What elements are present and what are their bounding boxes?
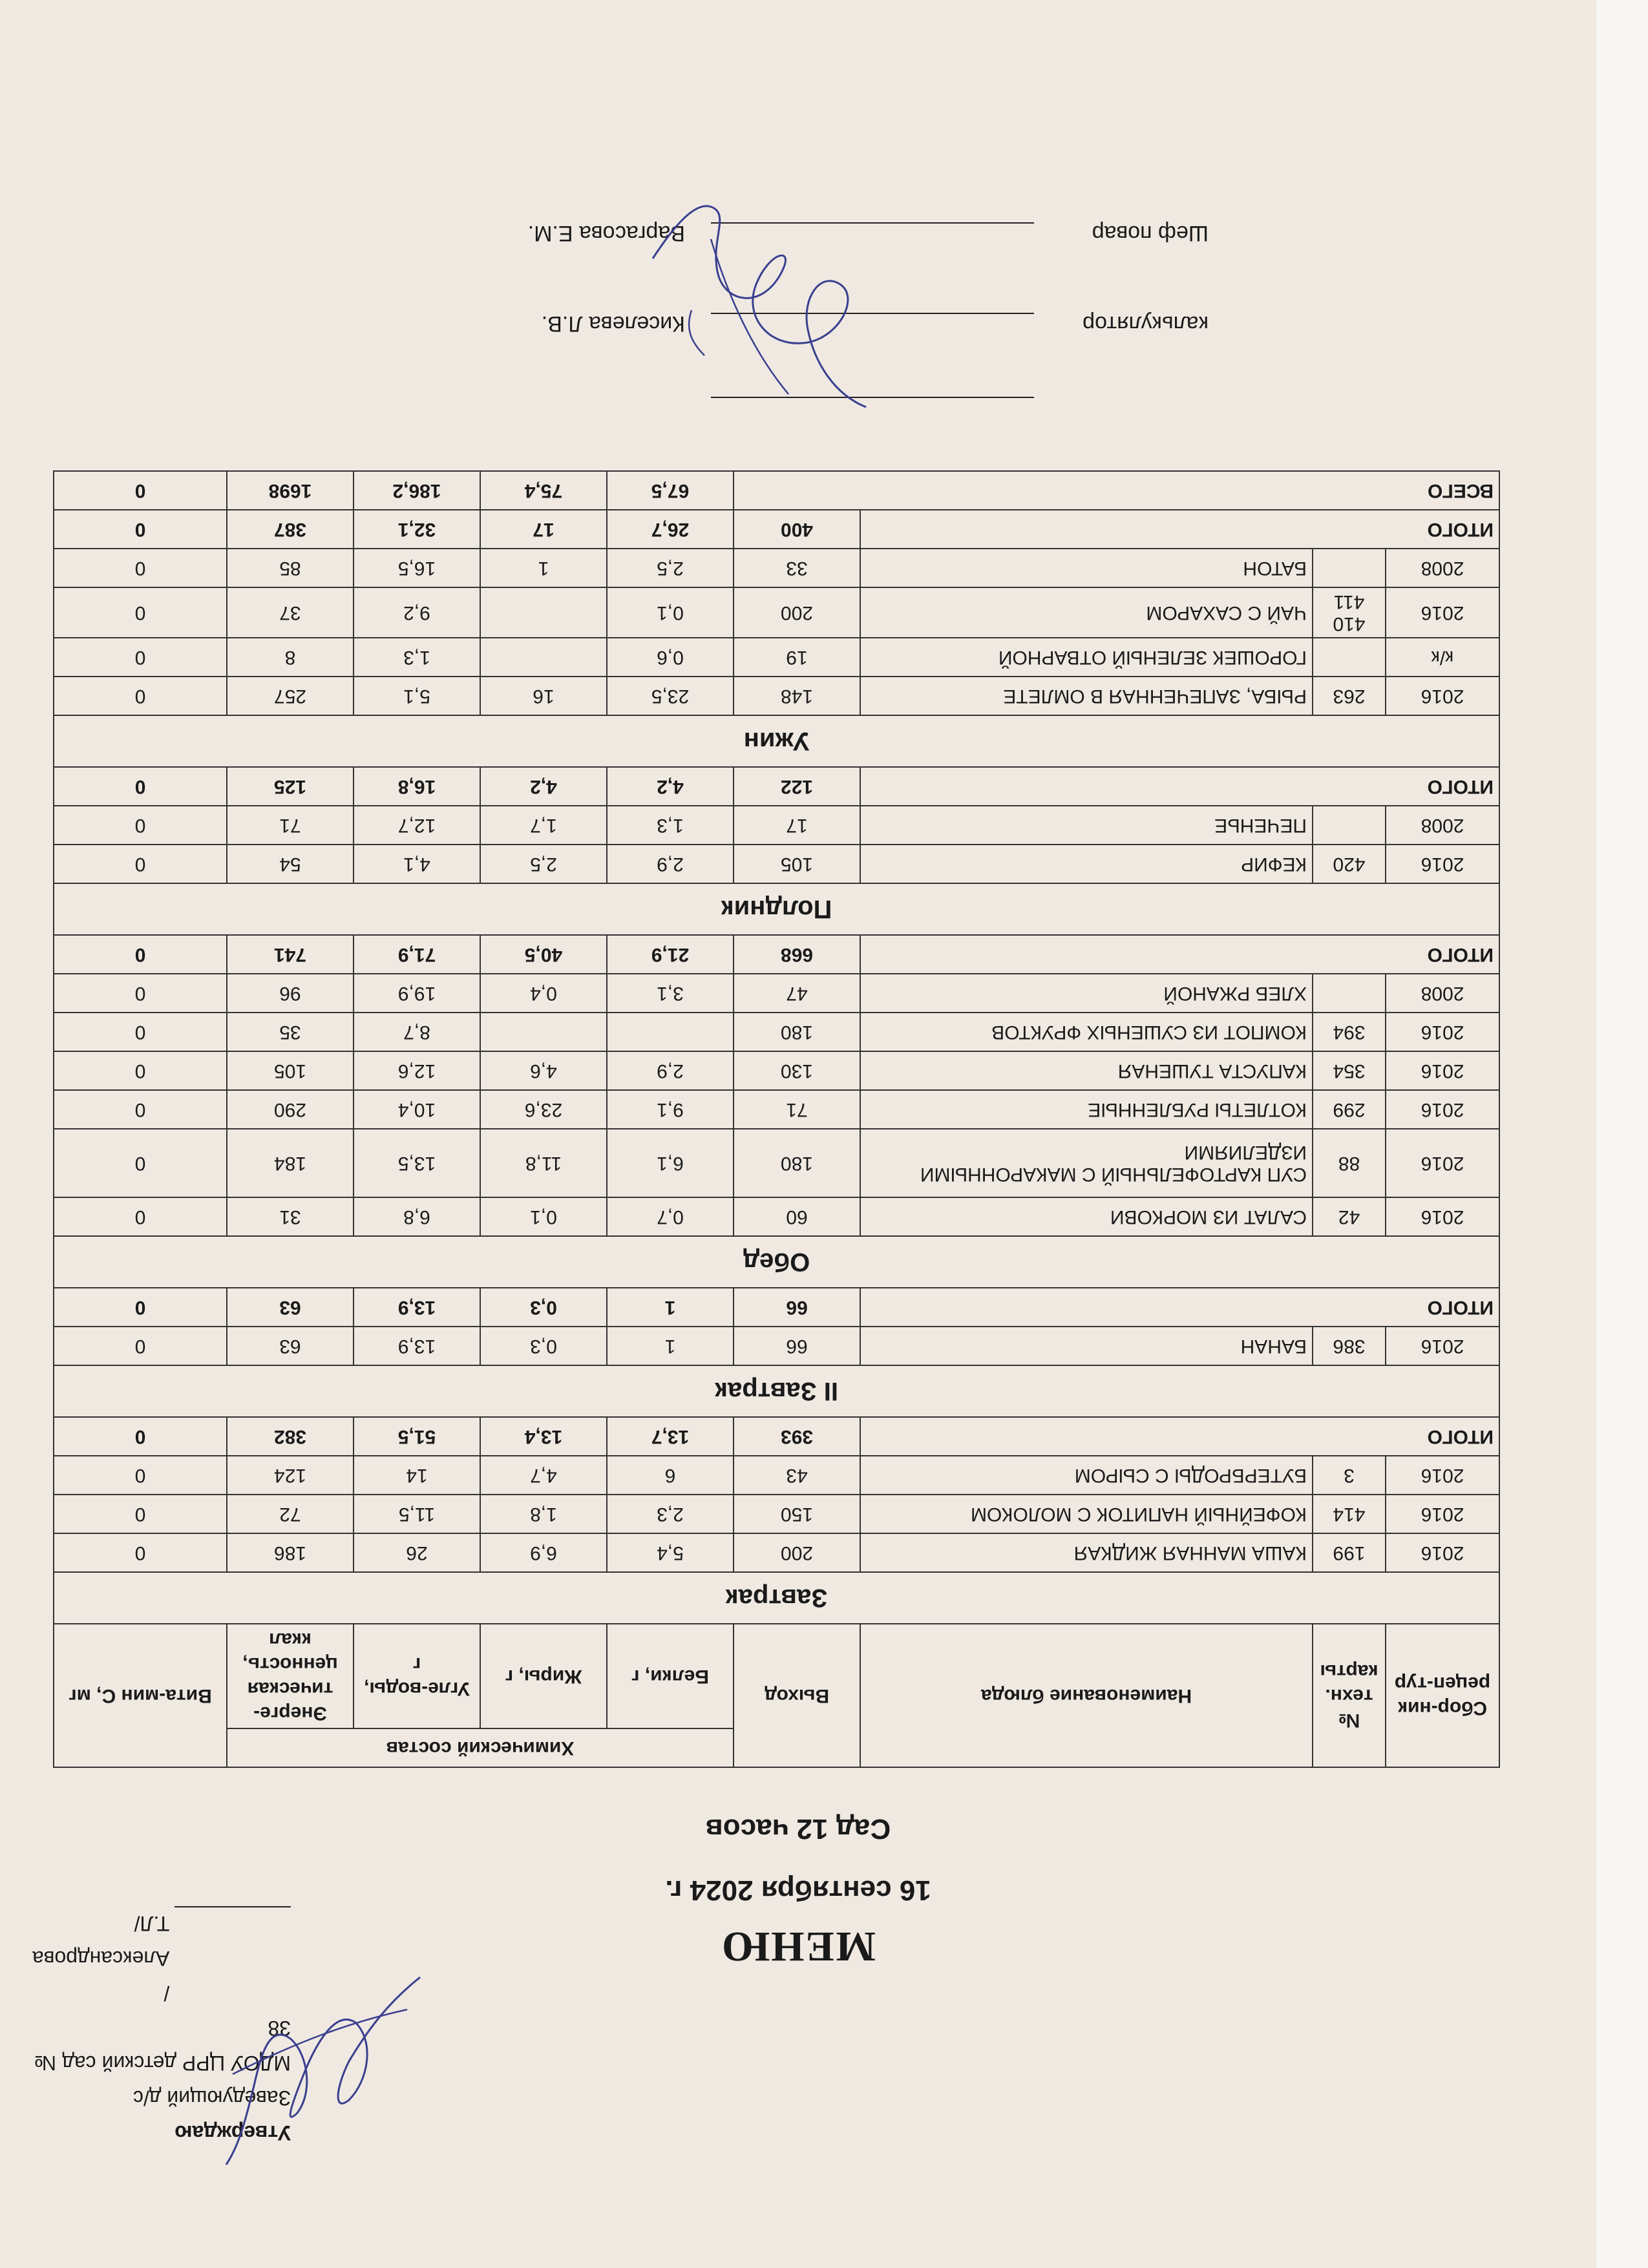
cell-energy: 85 [227, 549, 354, 587]
cell-collection: 2016 [1386, 1013, 1499, 1051]
cell-carbs: 12,6 [354, 1051, 480, 1090]
cell-collection: к/к [1386, 638, 1499, 677]
cell-collection: 2016 [1386, 1327, 1499, 1365]
approval-signature-icon [213, 1958, 446, 2171]
header-energy: Энерге-тическая ценность, ккал [227, 1624, 354, 1728]
approval-organization: МДОУ ЦРР детский сад № 38 [34, 2017, 291, 2075]
section-title: II Завтрак [54, 1365, 1499, 1417]
cell-fat: 40,5 [480, 935, 607, 974]
cell-collection: 2016 [1386, 1129, 1499, 1197]
cell-card-no: 263 [1313, 677, 1386, 715]
cell-fat: 1 [480, 549, 607, 587]
cell-energy: 125 [227, 767, 354, 806]
cell-collection: 2016 [1386, 1051, 1499, 1090]
total-row [54, 1417, 1499, 1456]
cell-output: 150 [734, 1495, 860, 1533]
cell-output: 122 [734, 767, 860, 806]
cell-dish-name: ПЕЧЕНЬЕ [860, 806, 1313, 845]
section-header-row [54, 715, 1499, 767]
cell-card-no [1313, 638, 1386, 677]
table-row [54, 845, 1499, 883]
cell-carbs: 13,5 [354, 1129, 480, 1197]
cell-output: 105 [734, 845, 860, 883]
cell-dish-name: ЧАЙ С САХАРОМ [860, 587, 1313, 638]
cell-vitamin: 0 [54, 1533, 227, 1572]
cell-card-no: 199 [1313, 1533, 1386, 1572]
cell-protein: 0,6 [607, 638, 734, 677]
cell-dish-name: КОФЕЙНЫЙ НАПИТОК С МОЛОКОМ [860, 1495, 1313, 1533]
cell-protein: 21,9 [607, 935, 734, 974]
cell-carbs: 12,7 [354, 806, 480, 845]
cell-protein [607, 1013, 734, 1051]
cell-dish-name: ГОРОШЕК ЗЕЛЕНЫЙ ОТВАРНОЙ [860, 638, 1313, 677]
cell-carbs: 10,4 [354, 1090, 480, 1129]
cell-output: 43 [734, 1456, 860, 1495]
cell-fat: 2,5 [480, 845, 607, 883]
cell-collection: 2016 [1386, 1456, 1499, 1495]
cell-output: 60 [734, 1197, 860, 1236]
cell-dish-name: РЫБА, ЗАПЕЧЕННАЯ В ОМЛЕТЕ [860, 677, 1313, 715]
cell-output: 200 [734, 587, 860, 638]
table-row [54, 677, 1499, 715]
approval-name: /Александрова Т.Л/ [32, 1912, 170, 2005]
cell-dish-name: САЛАТ ИЗ МОРКОВИ [860, 1197, 1313, 1236]
cell-collection: 2008 [1386, 974, 1499, 1013]
cell-vitamin: 0 [54, 677, 227, 715]
cell-energy: 382 [227, 1417, 354, 1456]
section-title: Завтрак [54, 1572, 1499, 1624]
cell-dish-name: БАТОН [860, 549, 1313, 587]
cell-card-no: 386 [1313, 1327, 1386, 1365]
cell-energy: 184 [227, 1129, 354, 1197]
cell-carbs: 5,1 [354, 677, 480, 715]
section-header-row [54, 1365, 1499, 1417]
cell-vitamin: 0 [54, 471, 227, 510]
cell-card-no: 354 [1313, 1051, 1386, 1090]
cell-vitamin: 0 [54, 767, 227, 806]
cell-dish-name: КОМПОТ ИЗ СУШЕНЫХ ФРУКТОВ [860, 1013, 1313, 1051]
cell-collection: 2016 [1386, 1197, 1499, 1236]
cell-energy: 290 [227, 1090, 354, 1129]
cell-output: 130 [734, 1051, 860, 1090]
cell-collection: 2016 [1386, 1533, 1499, 1572]
cell-carbs: 19,9 [354, 974, 480, 1013]
cell-energy: 105 [227, 1051, 354, 1090]
cell-output: 17 [734, 806, 860, 845]
cell-output: 71 [734, 1090, 860, 1129]
cell-energy: 54 [227, 845, 354, 883]
table-row [54, 1327, 1499, 1365]
cell-fat: 0,3 [480, 1327, 607, 1365]
table-row [54, 638, 1499, 677]
cell-protein: 6,1 [607, 1129, 734, 1197]
grand-total-label: ВСЕГО [734, 471, 1499, 510]
cell-fat: 4,7 [480, 1456, 607, 1495]
header-output: Выход [734, 1624, 860, 1767]
cell-vitamin: 0 [54, 1417, 227, 1456]
cell-collection: 2016 [1386, 587, 1499, 638]
chef-role: Шеф повар [1092, 221, 1209, 246]
cell-card-no: 3 [1313, 1456, 1386, 1495]
cell-protein: 2,5 [607, 549, 734, 587]
cell-card-no: 420 [1313, 845, 1386, 883]
cell-protein: 23,5 [607, 677, 734, 715]
cell-energy: 96 [227, 974, 354, 1013]
cell-carbs: 9,2 [354, 587, 480, 638]
cell-vitamin: 0 [54, 1051, 227, 1090]
cell-vitamin: 0 [54, 549, 227, 587]
cell-carbs: 51,5 [354, 1417, 480, 1456]
total-row [54, 935, 1499, 974]
section-title: Ужин [54, 715, 1499, 767]
header-carbs: Угле-воды, г [354, 1624, 480, 1728]
cell-dish-name: КОТЛЕТЫ РУБЛЕННЫЕ [860, 1090, 1313, 1129]
cell-fat: 75,4 [480, 471, 607, 510]
scan-edge [1596, 0, 1648, 2268]
cell-output: 180 [734, 1013, 860, 1051]
calculator-role: калькулятор [1083, 311, 1209, 336]
cell-fat: 23,6 [480, 1090, 607, 1129]
cell-vitamin: 0 [54, 1197, 227, 1236]
total-label: ИТОГО [860, 935, 1499, 974]
cell-carbs: 71,9 [354, 935, 480, 974]
table-row [54, 974, 1499, 1013]
cell-fat: 0,3 [480, 1288, 607, 1327]
total-label: ИТОГО [860, 510, 1499, 549]
table-row [54, 587, 1499, 638]
cell-card-no: 42 [1313, 1197, 1386, 1236]
header-vitamin: Вита-мин С, мг [54, 1624, 227, 1767]
cell-fat: 16 [480, 677, 607, 715]
section-header-row [54, 883, 1499, 935]
section-title: Обед [54, 1236, 1499, 1288]
table-header-row [54, 1728, 1499, 1767]
cell-card-no: 394 [1313, 1013, 1386, 1051]
menu-group: Сад 12 часов [705, 1813, 891, 1845]
cell-energy: 257 [227, 677, 354, 715]
cell-carbs: 1,3 [354, 638, 480, 677]
cell-output: 393 [734, 1417, 860, 1456]
section-title: Полдник [54, 883, 1499, 935]
cell-energy: 63 [227, 1288, 354, 1327]
cell-protein: 26,7 [607, 510, 734, 549]
table-row [54, 549, 1499, 587]
total-label: ИТОГО [860, 767, 1499, 806]
cell-energy: 37 [227, 587, 354, 638]
cell-fat: 17 [480, 510, 607, 549]
cell-protein: 0,1 [607, 587, 734, 638]
total-label: ИТОГО [860, 1288, 1499, 1327]
cell-energy: 186 [227, 1533, 354, 1572]
cell-protein: 5,4 [607, 1533, 734, 1572]
header-collection: Сбор-ник рецеп-тур [1386, 1624, 1499, 1767]
cell-protein: 1 [607, 1327, 734, 1365]
cell-card-no: 410 411 [1313, 587, 1386, 638]
cell-dish-name: КАША МАННАЯ ЖИДКАЯ [860, 1533, 1313, 1572]
cell-collection: 2008 [1386, 549, 1499, 587]
cell-card-no: 88 [1313, 1129, 1386, 1197]
cell-carbs: 11,5 [354, 1495, 480, 1533]
cell-fat [480, 1013, 607, 1051]
table-row [54, 1090, 1499, 1129]
cell-dish-name: КАПУСТА ТУШЕНАЯ [860, 1051, 1313, 1090]
cell-output: 200 [734, 1533, 860, 1572]
cell-carbs: 13,9 [354, 1288, 480, 1327]
table-row [54, 1013, 1499, 1051]
total-row [54, 510, 1499, 549]
cell-output: 66 [734, 1288, 860, 1327]
cell-vitamin: 0 [54, 935, 227, 974]
grand-total-row [54, 471, 1499, 510]
header-chem: Химический состав [227, 1728, 734, 1767]
cell-protein: 4,2 [607, 767, 734, 806]
cell-vitamin: 0 [54, 1495, 227, 1533]
chef-handwritten-signature-icon [614, 187, 885, 433]
cell-fat: 6,9 [480, 1533, 607, 1572]
page-title: МЕНЮ [721, 1923, 876, 1970]
cell-dish-name: КЕФИР [860, 845, 1313, 883]
cell-fat: 1,8 [480, 1495, 607, 1533]
cell-carbs: 32,1 [354, 510, 480, 549]
cell-output: 47 [734, 974, 860, 1013]
cell-protein: 2,9 [607, 1051, 734, 1090]
cell-vitamin: 0 [54, 845, 227, 883]
cell-energy: 63 [227, 1327, 354, 1365]
table-row [54, 1197, 1499, 1236]
cell-carbs: 16,8 [354, 767, 480, 806]
cell-collection: 2016 [1386, 845, 1499, 883]
cell-energy: 71 [227, 806, 354, 845]
cell-output: 400 [734, 510, 860, 549]
cell-carbs: 6,8 [354, 1197, 480, 1236]
cell-vitamin: 0 [54, 1327, 227, 1365]
cell-energy: 35 [227, 1013, 354, 1051]
cell-protein: 1 [607, 1288, 734, 1327]
cell-dish-name: БУТЕРБРОДЫ С СЫРОМ [860, 1456, 1313, 1495]
cell-protein: 2,9 [607, 845, 734, 883]
cell-vitamin: 0 [54, 806, 227, 845]
cell-carbs: 16,5 [354, 549, 480, 587]
cell-protein: 67,5 [607, 471, 734, 510]
cell-energy: 72 [227, 1495, 354, 1533]
menu-table [53, 470, 1500, 1768]
cell-dish-name: ХЛЕБ РЖАНОЙ [860, 974, 1313, 1013]
header-protein: Белки, г [607, 1624, 734, 1728]
approval-word: Утверждаю [174, 2121, 291, 2145]
cell-card-no: 299 [1313, 1090, 1386, 1129]
cell-fat: 1,7 [480, 806, 607, 845]
cell-vitamin: 0 [54, 587, 227, 638]
cell-vitamin: 0 [54, 974, 227, 1013]
cell-vitamin: 0 [54, 638, 227, 677]
cell-vitamin: 0 [54, 1129, 227, 1197]
cell-protein: 1,3 [607, 806, 734, 845]
header-dish-name: Наименование блюда [860, 1624, 1313, 1767]
cell-dish-name: СУП КАРТОФЕЛЬНЫЙ С МАКАРОННЫМИ ИЗДЕЛИЯМИ [860, 1129, 1313, 1197]
cell-output: 33 [734, 549, 860, 587]
calculator-name: Киселева Л.В. [541, 311, 685, 336]
total-row [54, 767, 1499, 806]
cell-fat: 4,6 [480, 1051, 607, 1090]
cell-vitamin: 0 [54, 1288, 227, 1327]
header-card-no: № техн. карты [1313, 1624, 1386, 1767]
cell-fat: 11,8 [480, 1129, 607, 1197]
cell-carbs: 14 [354, 1456, 480, 1495]
cell-card-no: 414 [1313, 1495, 1386, 1533]
cell-collection: 2016 [1386, 677, 1499, 715]
cell-carbs: 186,2 [354, 471, 480, 510]
cell-carbs: 13,9 [354, 1327, 480, 1365]
table-row [54, 1495, 1499, 1533]
cell-energy: 8 [227, 638, 354, 677]
cell-carbs: 8,7 [354, 1013, 480, 1051]
cell-output: 66 [734, 1327, 860, 1365]
table-row [54, 1456, 1499, 1495]
cell-fat: 0,1 [480, 1197, 607, 1236]
table-row [54, 1051, 1499, 1090]
approval-position: Заведующий д/с [132, 2086, 291, 2110]
total-row [54, 1288, 1499, 1327]
cell-energy: 31 [227, 1197, 354, 1236]
cell-carbs: 26 [354, 1533, 480, 1572]
cell-card-no [1313, 806, 1386, 845]
cell-collection: 2016 [1386, 1090, 1499, 1129]
header-fat: Жиры, г [480, 1624, 607, 1728]
total-label: ИТОГО [860, 1417, 1499, 1456]
cell-carbs: 4,1 [354, 845, 480, 883]
cell-vitamin: 0 [54, 510, 227, 549]
cell-energy: 1698 [227, 471, 354, 510]
table-row [54, 806, 1499, 845]
cell-collection: 2016 [1386, 1495, 1499, 1533]
cell-fat [480, 638, 607, 677]
cell-fat [480, 587, 607, 638]
cell-vitamin: 0 [54, 1013, 227, 1051]
menu-date: 16 сентября 2024 г. [665, 1874, 931, 1906]
cell-energy: 741 [227, 935, 354, 974]
cell-fat: 4,2 [480, 767, 607, 806]
cell-protein: 13,7 [607, 1417, 734, 1456]
menu-table-body [54, 471, 1499, 1624]
cell-protein: 2,3 [607, 1495, 734, 1533]
chef-name: Варгасова Е.М. [527, 221, 685, 246]
cell-protein: 9,1 [607, 1090, 734, 1129]
cell-energy: 387 [227, 510, 354, 549]
cell-protein: 6 [607, 1456, 734, 1495]
cell-dish-name: БАНАН [860, 1327, 1313, 1365]
cell-output: 148 [734, 677, 860, 715]
cell-fat: 0,4 [480, 974, 607, 1013]
cell-collection: 2008 [1386, 806, 1499, 845]
cell-fat: 13,4 [480, 1417, 607, 1456]
section-header-row [54, 1572, 1499, 1624]
section-header-row [54, 1236, 1499, 1288]
table-row [54, 1533, 1499, 1572]
cell-output: 180 [734, 1129, 860, 1197]
cell-card-no [1313, 549, 1386, 587]
cell-card-no [1313, 974, 1386, 1013]
cell-energy: 124 [227, 1456, 354, 1495]
cell-vitamin: 0 [54, 1456, 227, 1495]
cell-output: 19 [734, 638, 860, 677]
table-row [54, 1129, 1499, 1197]
cell-vitamin: 0 [54, 1090, 227, 1129]
cell-protein: 0,7 [607, 1197, 734, 1236]
cell-protein: 3,1 [607, 974, 734, 1013]
cell-output: 668 [734, 935, 860, 974]
